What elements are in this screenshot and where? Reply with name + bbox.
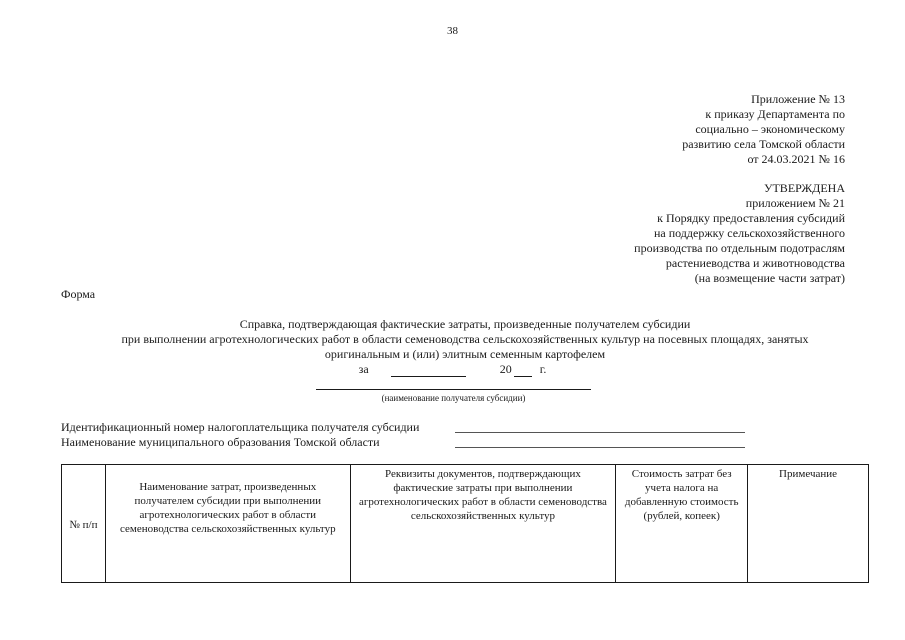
appendix-line: от 24.03.2021 № 16 [747, 152, 845, 166]
costs-table [61, 464, 869, 583]
header-cost-name: Наименование затрат, произведенных получателем субсидии при выполнении агротехнологических работ в области семеноводства сельскохозяйственных культур [105, 465, 350, 583]
title-line: оригинальным и (или) элитным семенным картофелем [324, 347, 606, 361]
recipient-caption: (наименование получателя субсидии) [381, 393, 526, 403]
approved-line: УТВЕРЖДЕНА [763, 181, 845, 195]
year-blank[interactable] [514, 365, 532, 377]
approved-line: производства по отдельным подотраслям [634, 241, 845, 255]
appendix-line: к приказу Департамента по [705, 107, 845, 121]
approved-line: на поддержку сельскохозяйственного [653, 226, 845, 240]
approved-line: приложением № 21 [745, 196, 845, 210]
form-label: Форма [61, 287, 96, 301]
municipality-field[interactable] [455, 447, 745, 448]
header-note: Примечание [748, 465, 869, 583]
document-title [61, 317, 869, 362]
taxpayer-id-label: Идентификационный номер налогоплательщика получателя субсидии [61, 420, 420, 434]
table-header-row [62, 465, 869, 583]
appendix-line: социально – экономическому [695, 122, 845, 136]
approved-line: растениеводства и животноводства [665, 256, 845, 270]
appendix-line: развитию села Томской области [682, 137, 845, 151]
approved-line: к Порядку предоставления субсидий [657, 211, 845, 225]
period-prefix: за [358, 362, 369, 376]
municipality-label: Наименование муниципального образования Томской области [61, 435, 380, 449]
approved-line: (на возмещение части затрат) [694, 271, 845, 285]
recipient-name-line[interactable] [316, 389, 591, 390]
title-line: при выполнении агротехнологических работ в области семеноводства сельскохозяйственных культур на посевных площадях, занятых [121, 332, 809, 346]
appendix-block [682, 92, 845, 167]
taxpayer-id-field[interactable] [455, 432, 745, 433]
title-line: Справка, подтверждающая фактические затраты, произведенные получателем субсидии [239, 317, 691, 331]
period-year-prefix: 20 [499, 362, 512, 376]
period-row [0, 362, 905, 377]
appendix-line: Приложение № 13 [751, 92, 845, 106]
page-number: 38 [447, 25, 458, 37]
header-number: № п/п [62, 465, 106, 583]
period-blank[interactable] [391, 365, 466, 377]
header-cost-value: Стоимость затрат без учета налога на добавленную стоимость (рублей, копеек) [616, 465, 748, 583]
period-suffix: г. [539, 362, 547, 376]
approved-block [634, 181, 845, 286]
header-document-details: Реквизиты документов, подтверждающих фактические затраты при выполнении агротехнологических работ в области семеноводства сельскохозяйственных культур [350, 465, 616, 583]
